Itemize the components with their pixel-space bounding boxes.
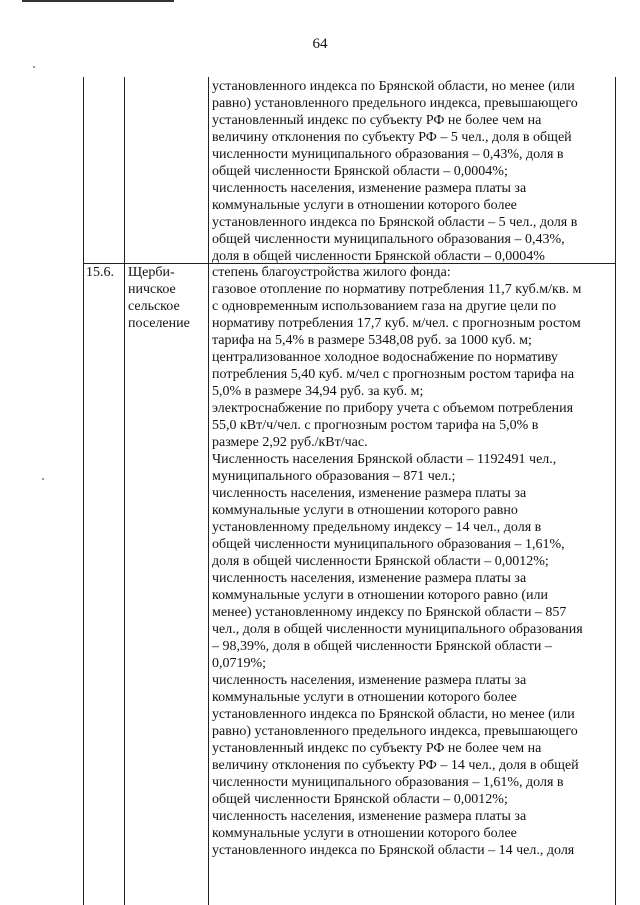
text-line: численность населения, изменение размера платы за bbox=[212, 571, 527, 586]
top-edge-rule bbox=[22, 0, 174, 2]
text-line: коммунальные услуги в отношении которого равно bbox=[212, 503, 518, 518]
text-line: коммунальные услуги в отношении которого равно (или bbox=[212, 588, 548, 603]
text-line: 5,0% в размере 34,94 руб. за куб. м; bbox=[212, 384, 424, 399]
text-line: численность населения, изменение размера платы за bbox=[212, 673, 527, 688]
text-line: общей численности муниципального образования – 0,43%, bbox=[212, 232, 565, 247]
text-line: нормативу потребления 17,7 куб. м/чел. с прогнозным ростом bbox=[212, 316, 581, 331]
name-line: сельское bbox=[128, 299, 180, 314]
text-line: коммунальные услуги в отношении которого более bbox=[212, 690, 517, 705]
scan-speck bbox=[33, 66, 35, 68]
text-line: коммунальные услуги в отношении которого более bbox=[212, 198, 517, 213]
text-line: равно) установленного предельного индекса, превышающего bbox=[212, 724, 578, 739]
text-line: установленного индекса по Брянской области, но менее (или bbox=[212, 79, 575, 94]
text-line: коммунальные услуги в отношении которого более bbox=[212, 826, 517, 841]
text-line: численность населения, изменение размера платы за bbox=[212, 181, 527, 196]
row-15-6-text bbox=[212, 264, 612, 859]
text-line: установленного индекса по Брянской области – 5 чел., доля в bbox=[212, 215, 578, 230]
text-line: тарифа на 5,4% в размере 5348,08 руб. за 1000 куб. м; bbox=[212, 333, 532, 348]
text-line: установленный индекс по субъекту РФ не более чем на bbox=[212, 741, 542, 756]
text-line: установленного индекса по Брянской области, но менее (или bbox=[212, 707, 575, 722]
text-line: величину отклонения по субъекту РФ – 5 чел., доля в общей bbox=[212, 130, 572, 145]
text-line: степень благоустройства жилого фонда: bbox=[212, 265, 451, 280]
text-line: – 98,39%, доля в общей численности Брянской области – bbox=[212, 639, 552, 654]
row-number: 15.6. bbox=[86, 265, 114, 280]
text-line: доля в общей численности Брянской области – 0,0012%; bbox=[212, 554, 549, 569]
text-line: менее) установленному индексу по Брянской области – 857 bbox=[212, 605, 567, 620]
text-line: размере 2,92 руб./кВт/час. bbox=[212, 435, 368, 450]
text-line: общей численности муниципального образования – 1,61%, bbox=[212, 537, 565, 552]
text-line: 55,0 кВт/ч/чел. с прогнозным ростом тарифа на 5,0% в bbox=[212, 418, 539, 433]
settlement-name bbox=[128, 264, 206, 332]
text-line: потребления 5,40 куб. м/чел с прогнозным ростом тарифа на bbox=[212, 367, 575, 382]
text-line: установленному предельному индексу – 14 чел., доля в bbox=[212, 520, 542, 535]
text-line: Численность населения Брянской области – 1192491 чел., bbox=[212, 452, 557, 467]
name-line: Щерби- bbox=[128, 265, 175, 280]
text-line: численности муниципального образования – 1,61%, доля в bbox=[212, 775, 564, 790]
text-line: доля в общей численности Брянской области – 0,0004% bbox=[212, 249, 545, 264]
text-line: централизованное холодное водоснабжение по нормативу bbox=[212, 350, 558, 365]
text-line: численность населения, изменение размера платы за bbox=[212, 486, 527, 501]
page-number: 64 bbox=[312, 36, 328, 52]
text-line: численности муниципального образования – 0,43%, доля в bbox=[212, 147, 564, 162]
text-line: общей численности Брянской области – 0,0004%; bbox=[212, 164, 508, 179]
text-line: общей численности Брянской области – 0,0012%; bbox=[212, 792, 508, 807]
document-table bbox=[83, 77, 616, 905]
text-line: равно) установленного предельного индекса, превышающего bbox=[212, 96, 578, 111]
name-line: ничское bbox=[128, 282, 176, 297]
text-line: с одновременным использованием газа на другие цели по bbox=[212, 299, 557, 314]
text-line: величину отклонения по субъекту РФ – 14 чел., доля в общей bbox=[212, 758, 579, 773]
text-line: установленный индекс по субъекту РФ не более чем на bbox=[212, 113, 542, 128]
column-separator bbox=[124, 77, 125, 905]
continued-row-text bbox=[212, 78, 612, 265]
text-line: газовое отопление по нормативу потребления 11,7 куб.м/кв. м bbox=[212, 282, 582, 297]
scan-speck bbox=[42, 478, 44, 480]
text-line: муниципального образования – 871 чел.; bbox=[212, 469, 456, 484]
text-line: численность населения, изменение размера платы за bbox=[212, 809, 527, 824]
text-line: установленного индекса по Брянской области – 14 чел., доля bbox=[212, 843, 575, 858]
text-line: 0,0719%; bbox=[212, 656, 267, 671]
text-line: электроснабжение по прибору учета с объемом потребления bbox=[212, 401, 574, 416]
column-separator bbox=[208, 77, 209, 905]
text-line: чел., доля в общей численности муниципального образования bbox=[212, 622, 583, 637]
name-line: поселение bbox=[128, 316, 190, 331]
